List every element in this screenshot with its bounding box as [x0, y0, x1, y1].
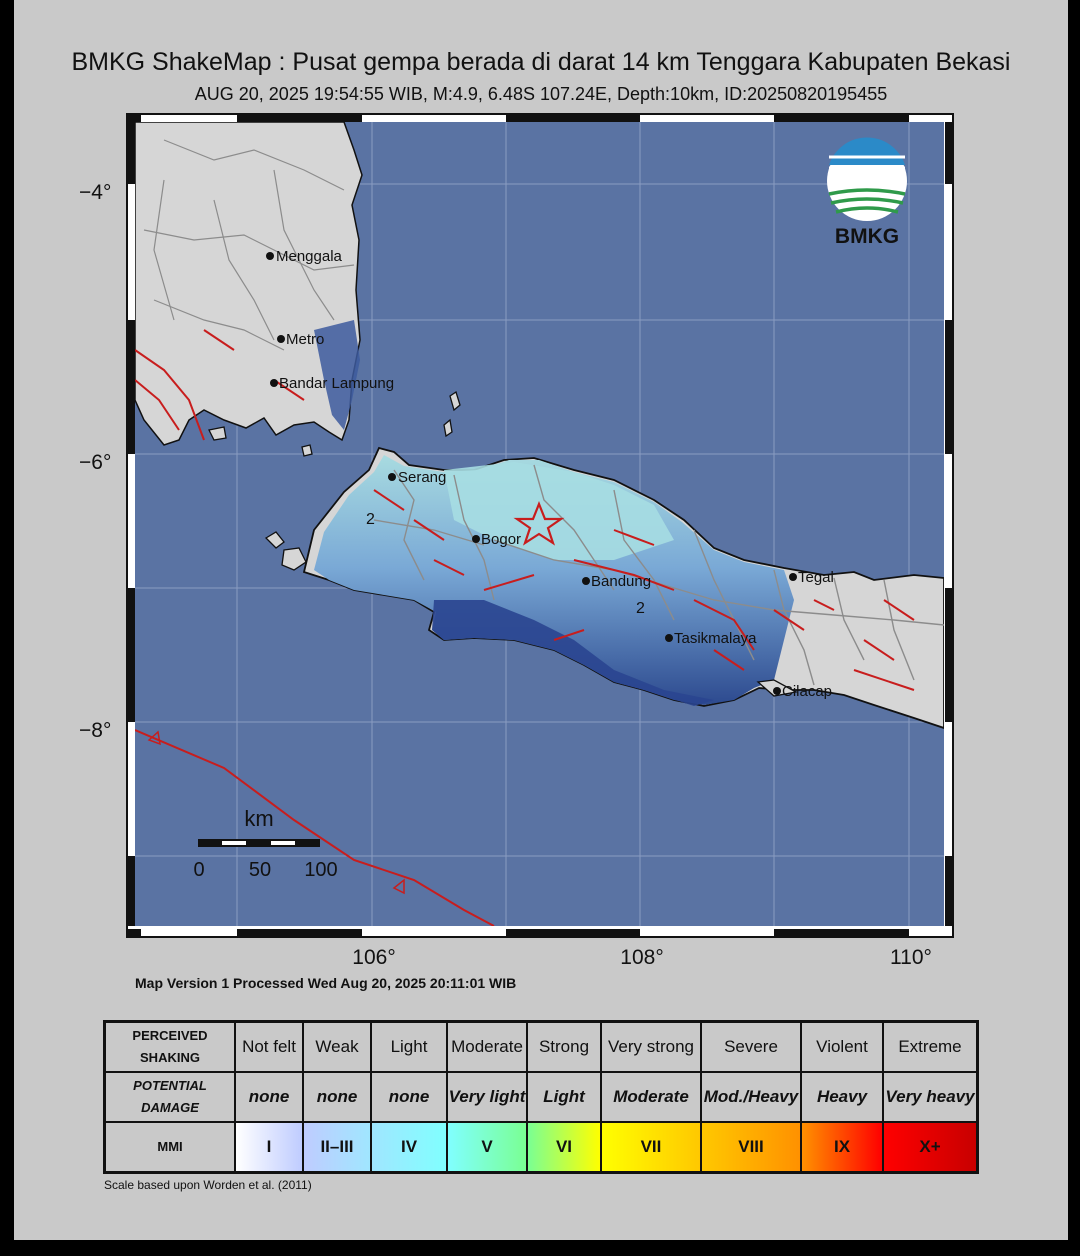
event-subtitle: AUG 20, 2025 19:54:55 WIB, M:4.9, 6.48S 107.24E, Depth:10km, ID:20250820195455 — [194, 84, 888, 104]
lon-label: 110° — [890, 946, 932, 969]
shaking-cell: Light — [371, 1022, 447, 1073]
damage-cell: none — [303, 1072, 371, 1122]
mmi-cell: I — [235, 1122, 303, 1173]
damage-cell: Moderate — [601, 1072, 701, 1122]
lon-label: 108° — [620, 946, 664, 969]
contour-label: 2 — [366, 511, 375, 528]
lat-label: −6° — [79, 451, 112, 474]
mmi-cell: VII — [601, 1122, 701, 1173]
city-menggala: Menggala — [276, 248, 342, 265]
city-tegal: Tegal — [798, 569, 834, 586]
mmi-cell: II–III — [303, 1122, 371, 1173]
mmi-cell: IV — [371, 1122, 447, 1173]
damage-cell: none — [371, 1072, 447, 1122]
scale-credit: Scale based upon Worden et al. (2011) — [104, 1178, 312, 1192]
damage-cell: Light — [527, 1072, 601, 1122]
damage-cell: Very heavy — [883, 1072, 978, 1122]
mmi-cell: V — [447, 1122, 527, 1173]
processed-note: Map Version 1 Processed Wed Aug 20, 2025 20:11:01 WIB — [135, 975, 517, 991]
potential-damage-header: POTENTIAL DAMAGE — [105, 1072, 236, 1122]
city-bandar-lampung: Bandar Lampung — [279, 375, 395, 392]
lon-label: 106° — [352, 946, 396, 969]
damage-cell: none — [235, 1072, 303, 1122]
city-serang: Serang — [398, 469, 447, 486]
mmi-cell: IX — [801, 1122, 883, 1173]
mmi-cell: VIII — [701, 1122, 801, 1173]
lat-label: −4° — [79, 181, 112, 204]
damage-cell: Mod./Heavy — [701, 1072, 801, 1122]
city-tasikmalaya: Tasikmalaya — [674, 630, 757, 647]
shakemap-page — [14, 0, 1068, 1240]
shaking-cell: Extreme — [883, 1022, 978, 1073]
shaking-cell: Moderate — [447, 1022, 527, 1073]
logo-text: BMKG — [834, 225, 900, 248]
city-cilacap: Cilacap — [782, 683, 833, 700]
perceived-shaking-header: PERCEIVED SHAKING — [105, 1022, 236, 1073]
shaking-cell: Very strong — [601, 1022, 701, 1073]
scale-unit: km — [244, 806, 274, 831]
damage-cell: Heavy — [801, 1072, 883, 1122]
bmkg-logo — [827, 137, 907, 248]
contour-label: 2 — [636, 600, 645, 617]
city-bogor: Bogor — [481, 531, 522, 548]
damage-cell: Very light — [447, 1072, 527, 1122]
shaking-cell: Severe — [701, 1022, 801, 1073]
city-metro: Metro — [286, 331, 325, 348]
map-title: BMKG ShakeMap : Pusat gempa berada di darat 14 km Tenggara Kabupaten Bekasi — [71, 48, 1011, 76]
scale-tick: 0 — [193, 859, 205, 881]
shaking-cell: Weak — [303, 1022, 371, 1073]
mmi-legend-table — [103, 1020, 979, 1174]
map-svg — [14, 0, 1068, 1010]
mmi-cell: VI — [527, 1122, 601, 1173]
shaking-cell: Not felt — [235, 1022, 303, 1073]
city-bandung: Bandung — [591, 573, 652, 590]
shaking-cell: Violent — [801, 1022, 883, 1073]
scale-tick: 50 — [248, 859, 272, 881]
lat-label: −8° — [79, 719, 112, 742]
mmi-header: MMI — [105, 1122, 236, 1173]
scale-tick: 100 — [304, 859, 338, 881]
mmi-cell: X+ — [883, 1122, 978, 1173]
shaking-cell: Strong — [527, 1022, 601, 1073]
